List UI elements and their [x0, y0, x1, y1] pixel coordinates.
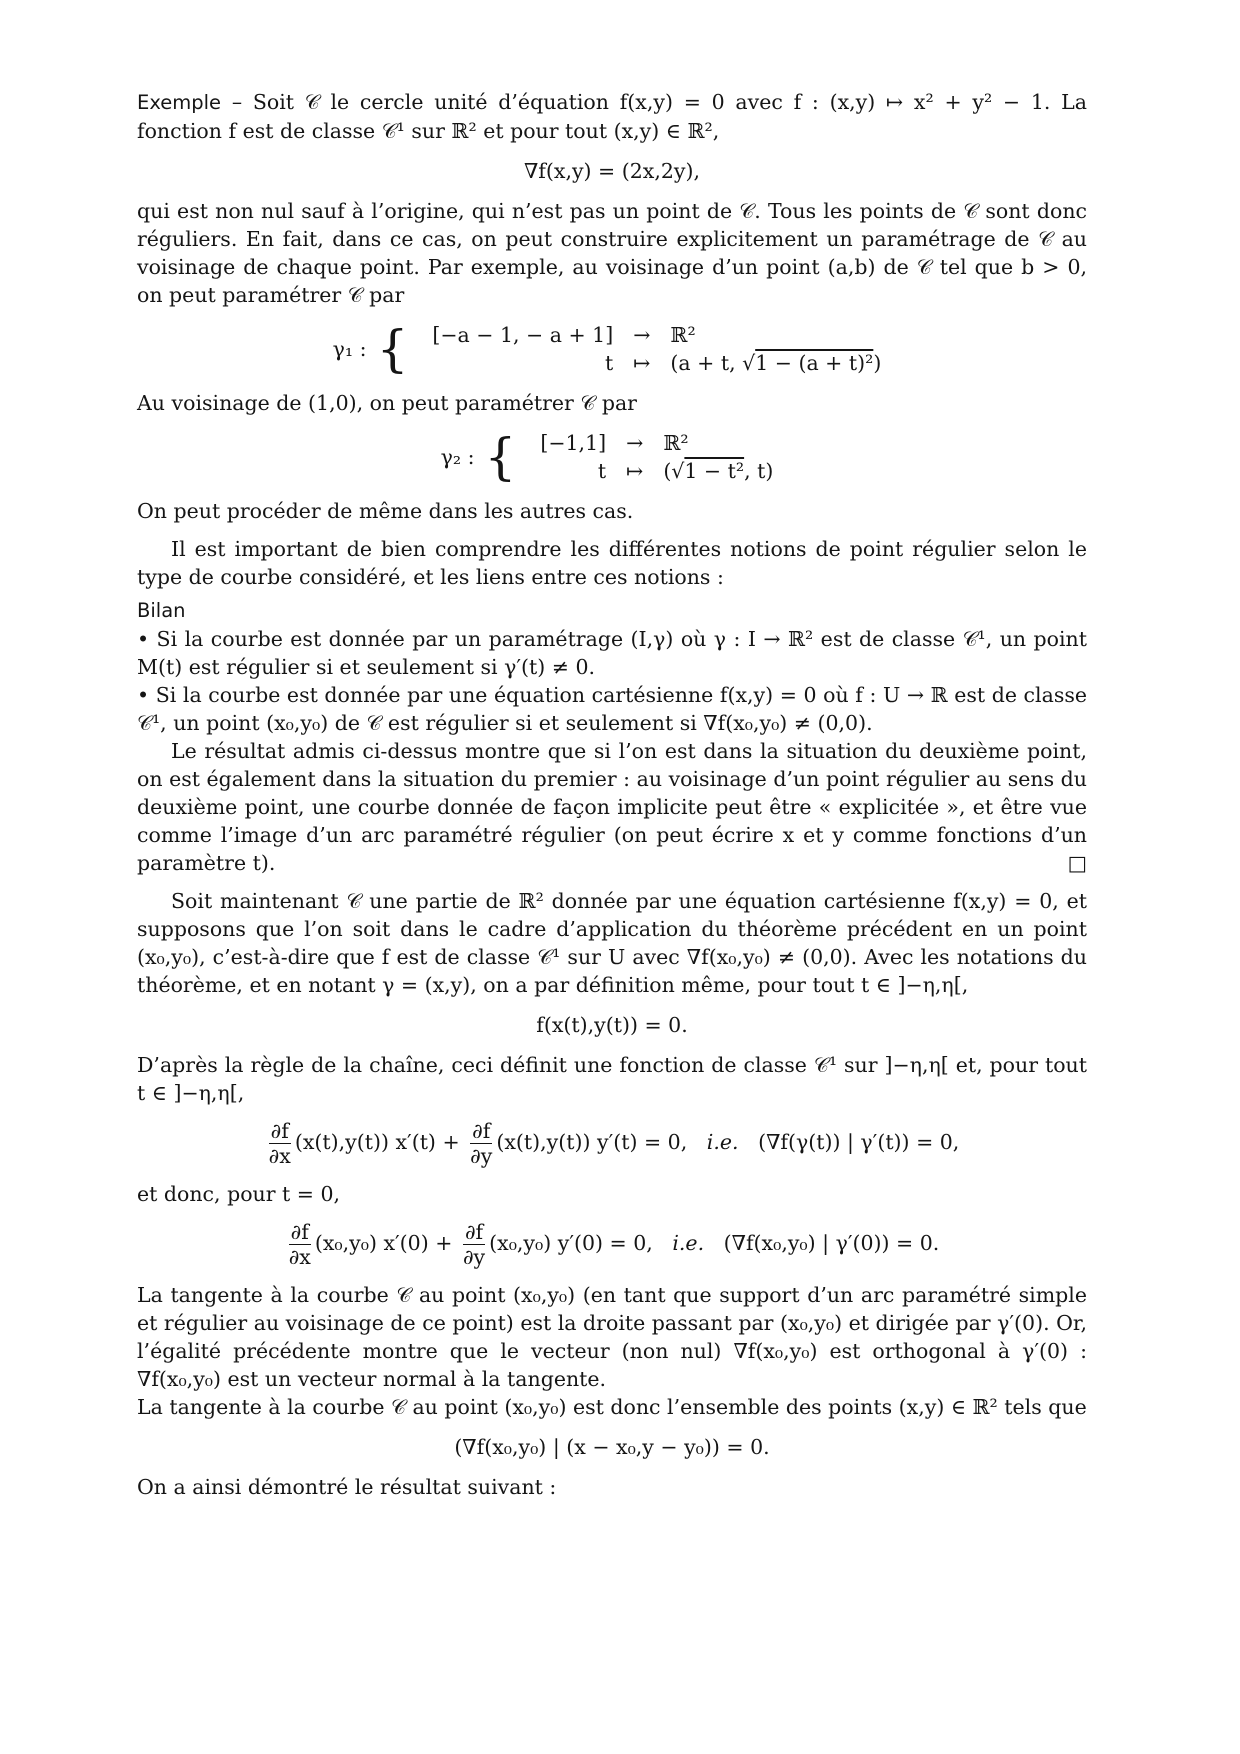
left-brace-icon: { — [376, 320, 409, 378]
gamma2-row2-arrow: ↦ — [626, 459, 644, 483]
paragraph-setup: Soit maintenant 𝒞 une partie de ℝ² donnée par une équation cartésienne f(x,y) = 0, et supposons que l’on soit dans le cadre d’application du théorème précédent en un point (x₀,y₀), c’est-à-dire que f est de classe 𝒞¹ sur U avec ∇f(x₀,y₀) ≠ (0,0). Avec les notations du théorème, et en notant γ = (x,y), on a par définition même, pour tout t ∈ ]−η,η[, — [137, 889, 1087, 997]
equation-composition: f(x(t),y(t)) = 0. — [536, 1013, 688, 1037]
partial-x-fraction: $\frac{\partial f}{\partial x}$ — [268, 1119, 291, 1168]
paragraph-notions: Il est important de bien comprendre les différentes notions de point régulier selon le type de courbe considéré, et les liens entre ces notions : — [137, 537, 1087, 589]
document-page — [137, 88, 1087, 1501]
gamma1-row2-left: t — [604, 351, 614, 375]
gamma1-system — [137, 321, 1087, 377]
gamma1-row1-arrow: → — [633, 323, 651, 347]
gamma2-table — [530, 429, 783, 485]
bilan-paragraph: Le résultat admis ci-dessus montre que si l’on est dans la situation du deuxième point, on est également dans la situation du premier : au voisinage d’un point régulier au sens du deuxième point, une courbe donnée de façon implicite peut être « explicitée », et être vue comme l’image d’un arc paramétré régulier (on peut écrire x et y comme fonctions d’un paramètre t). □ — [137, 739, 1087, 875]
gamma2-row2-left: t — [597, 459, 607, 483]
example-paragraph-3: Au voisinage de (1,0), on peut paramétrer 𝒞 par — [137, 391, 637, 415]
example-paragraph-4: On peut procéder de même dans les autres cas. — [137, 499, 634, 523]
bilan-bullet-1: • Si la courbe est donnée par un paramétrage (I,γ) où γ : I → ℝ² est de classe 𝒞¹, un point M(t) est régulier si et seulement si γ′(t) ≠ 0. — [137, 627, 1087, 679]
paragraph-tangent: La tangente à la courbe 𝒞 au point (x₀,y₀) (en tant que support d’un arc paramétré simple et régulier au voisinage de ce point) est la droite passant par (x₀,y₀) et dirigée par γ′(0). Or, l’égalité précédente montre que le vecteur (non nul) ∇f(x₀,y₀) est orthogonal à γ′(0) : ∇f(x₀,y₀) est un vecteur normal à la tangente. — [137, 1283, 1087, 1391]
gamma1-row2-right: (a + t, √1 − (a + t)²) — [670, 351, 882, 375]
gamma2-row2-right: (√1 − t², t) — [663, 459, 774, 483]
gradient-equation: ∇f(x,y) = (2x,2y), — [523, 159, 701, 183]
bilan-title: Bilan — [137, 599, 186, 622]
equation-chain-rule: $\frac{\partial f}{\partial x}$ (x(t),y(t)) x′(t) + $\frac{\partial f}{\partial y}$ (x(t),y(t)) y′(t) = 0, i.e. (∇f(γ(t)) | γ′(t)) = 0, — [268, 1119, 960, 1168]
partial-x-fraction: $\frac{\partial f}{\partial x}$ — [288, 1220, 311, 1269]
gamma2-row1-arrow: → — [626, 431, 644, 455]
paragraph-t-zero: et donc, pour t = 0, — [137, 1182, 341, 1206]
bilan-bullet-2: • Si la courbe est donnée par une équation cartésienne f(x,y) = 0 où f : U → ℝ est de classe 𝒞¹, un point (x₀,y₀) de 𝒞 est régulier si et seulement si ∇f(x₀,y₀) ≠ (0,0). — [137, 683, 1087, 735]
qed-square-icon: □ — [1067, 851, 1087, 875]
gamma1-table — [422, 321, 891, 377]
left-brace-icon: { — [484, 428, 517, 486]
paragraph-conclusion: On a ainsi démontré le résultat suivant : — [137, 1475, 557, 1499]
example-paragraph-2: qui est non nul sauf à l’origine, qui n’est pas un point de 𝒞. Tous les points de 𝒞 sont donc réguliers. En fait, dans ce cas, on peut construire explicitement un paramétrage de 𝒞 au voisinage de chaque point. Par exemple, au voisinage d’un point (a,b) de 𝒞 tel que b > 0, on peut paramétrer 𝒞 par — [137, 199, 1087, 307]
gamma2-label: γ₂ : — [440, 445, 475, 469]
example-intro: – Soit 𝒞 le cercle unité d’équation f(x,y) = 0 avec f : (x,y) ↦ x² + y² − 1. La fonction f est de classe 𝒞¹ sur ℝ² et pour tout (x,y) ∈ ℝ², — [137, 90, 1087, 143]
gamma2-row1-left: [−1,1] — [540, 431, 607, 455]
equation-tangent: (∇f(x₀,y₀) | (x − x₀,y − y₀)) = 0. — [454, 1435, 770, 1459]
gamma1-label: γ₁ : — [332, 337, 367, 361]
paragraph-chain-rule: D’après la règle de la chaîne, ceci définit une fonction de classe 𝒞¹ sur ]−η,η[ et, pour tout t ∈ ]−η,η[, — [137, 1053, 1087, 1105]
paragraph-tangent-set: La tangente à la courbe 𝒞 au point (x₀,y₀) est donc l’ensemble des points (x,y) ∈ ℝ² tels que — [137, 1395, 1087, 1419]
partial-y-fraction: $\frac{\partial f}{\partial y}$ — [462, 1220, 486, 1269]
equation-at-zero: $\frac{\partial f}{\partial x}$ (x₀,y₀) x′(0) + $\frac{\partial f}{\partial y}$ (x₀,y₀) y′(0) = 0, i.e. (∇f(x₀,y₀) | γ′(0)) = 0. — [288, 1220, 940, 1269]
gamma1-row1-right: ℝ² — [670, 323, 696, 347]
gamma2-system — [137, 429, 1087, 485]
example-paragraph — [137, 88, 1087, 145]
gamma1-row2-arrow: ↦ — [633, 351, 651, 375]
partial-y-fraction: $\frac{\partial f}{\partial y}$ — [470, 1119, 493, 1168]
gamma1-row1-left: [−a − 1, − a + 1] — [432, 323, 614, 347]
example-label: Exemple — [137, 91, 222, 114]
gamma2-row1-right: ℝ² — [663, 431, 689, 455]
